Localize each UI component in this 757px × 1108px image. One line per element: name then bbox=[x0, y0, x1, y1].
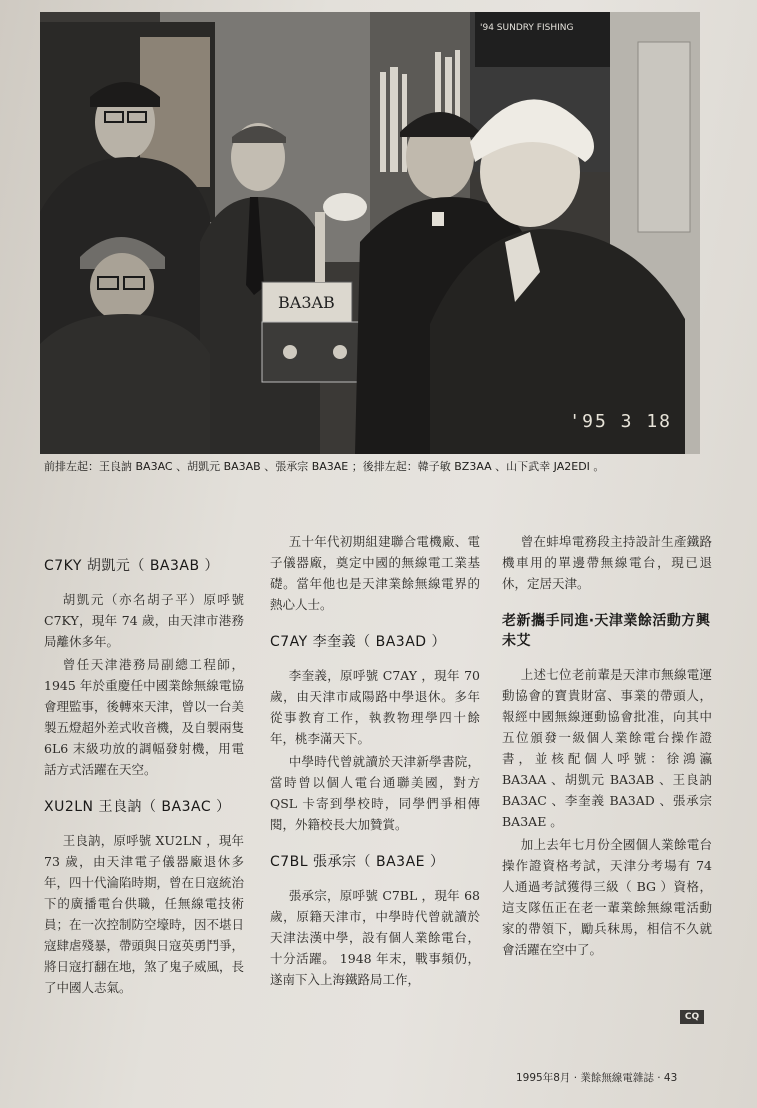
column-2 bbox=[270, 525, 480, 992]
section-heading: XU2LN 王良訥（ BA3AC ） bbox=[44, 799, 231, 815]
photo-illustration bbox=[40, 12, 700, 454]
paragraph: 王良訥，原呼號 XU2LN ，現年 73 歲，由天津電子儀器廠退休多年，四十代淪陷時期，曾在日寇統治下的廣播電台供職，任無線電技術員；在一次控制防空壕時，因不堪日寇肆虐殘暴，帶頭與日寇英勇鬥爭，將日寇打翻在地，煞了鬼子威風，長了中國人志氣。 bbox=[44, 833, 245, 995]
poster-text: '94 SUNDRY FISHING bbox=[480, 23, 574, 33]
section-heading: 老新攜手同進‧天津業餘活動方興未艾 bbox=[502, 613, 711, 649]
cq-logo-badge: CQ bbox=[680, 1010, 704, 1024]
paragraph: 李奎義，原呼號 C7AY ，現年 70 歲，由天津市咸陽路中學退休。多年從事教育工作，執教物理學四十餘年，桃李滿天下。 bbox=[270, 668, 480, 746]
paragraph: 曾在蚌埠電務段主持設計生產鐵路機車用的單邊帶無線電台，現已退休，定居天津。 bbox=[502, 534, 712, 591]
paragraph: 五十年代初期組建聯合電機廠、電子儀器廠，奠定中國的無線電工業基礎。當年他也是天津業餘無線電界的熱心人士。 bbox=[270, 534, 480, 612]
paragraph: 加上去年七月份全國個人業餘電台操作證資格考試，天津分考場有 74 人通過考試獲得三級（ BG ）資格，這支隊伍正在老一輩業餘無線電活動家的帶領下，勵兵秣馬，相信不久就會活躍在空中了。 bbox=[502, 837, 712, 957]
group-photo bbox=[40, 12, 700, 454]
callsign-box-label: BA3AB bbox=[278, 293, 335, 312]
section-heading: C7AY 李奎義（ BA3AD ） bbox=[270, 634, 447, 650]
section-heading: C7KY 胡凱元（ BA3AB ） bbox=[44, 558, 220, 574]
page-footer: 1995年8月 ‧ 業餘無線電雜誌 ‧ 43 bbox=[516, 1072, 678, 1084]
paragraph: 中學時代曾就讀於天津新學書院，當時曾以個人電台通聯美國，對方 QSL 卡寄到學校時，同學們爭相傳閱，外籍校長大加贊賞。 bbox=[270, 754, 480, 832]
paragraph: 張承宗，原呼號 C7BL ，現年 68 歲，原籍天津市，中學時代曾就讀於天津法漢中學，設有個人業餘電台，十分活躍。 1948 年末，戰事頻仍，遂南下入上海鐵路局工作， bbox=[270, 888, 480, 987]
column-1 bbox=[44, 525, 244, 1000]
paragraph: 上述七位老前輩是天津市無線電運動協會的寶貴財富、事業的帶頭人，報經中國無線運動協會批准，向其中五位頒發一級個人業餘電台操作證書，並核配個人呼號：徐鴻瀛 BA3AA 、胡凱元 BA3AB 、王良訥 BA3AC 、李奎義 BA3AD 、張承宗 BA3AE 。 bbox=[502, 667, 712, 829]
photo-date-stamp: '95 3 18 bbox=[569, 411, 672, 432]
photo-caption: 前排左起：王良訥 BA3AC 、胡凱元 BA3AB 、張承宗 BA3AE ；後排左起：韓子敏 BZ3AA 、山下武幸 JA2EDI 。 bbox=[44, 460, 605, 473]
section-heading: C7BL 張承宗（ BA3AE ） bbox=[270, 854, 445, 870]
column-3 bbox=[502, 525, 712, 962]
paragraph: 胡凱元（亦名胡子平）原呼號 C7KY，現年 74 歲，由天津市港務局離休多年。 bbox=[44, 592, 244, 649]
paragraph: 曾任天津港務局副總工程師，1945 年於重慶任中國業餘無線電協會理監事，後轉來天津，曾以一台美製五燈超外差式收音機，及自製兩隻 6L6 末級功放的調幅發射機，用電話方式活躍在天空。 bbox=[44, 657, 245, 777]
